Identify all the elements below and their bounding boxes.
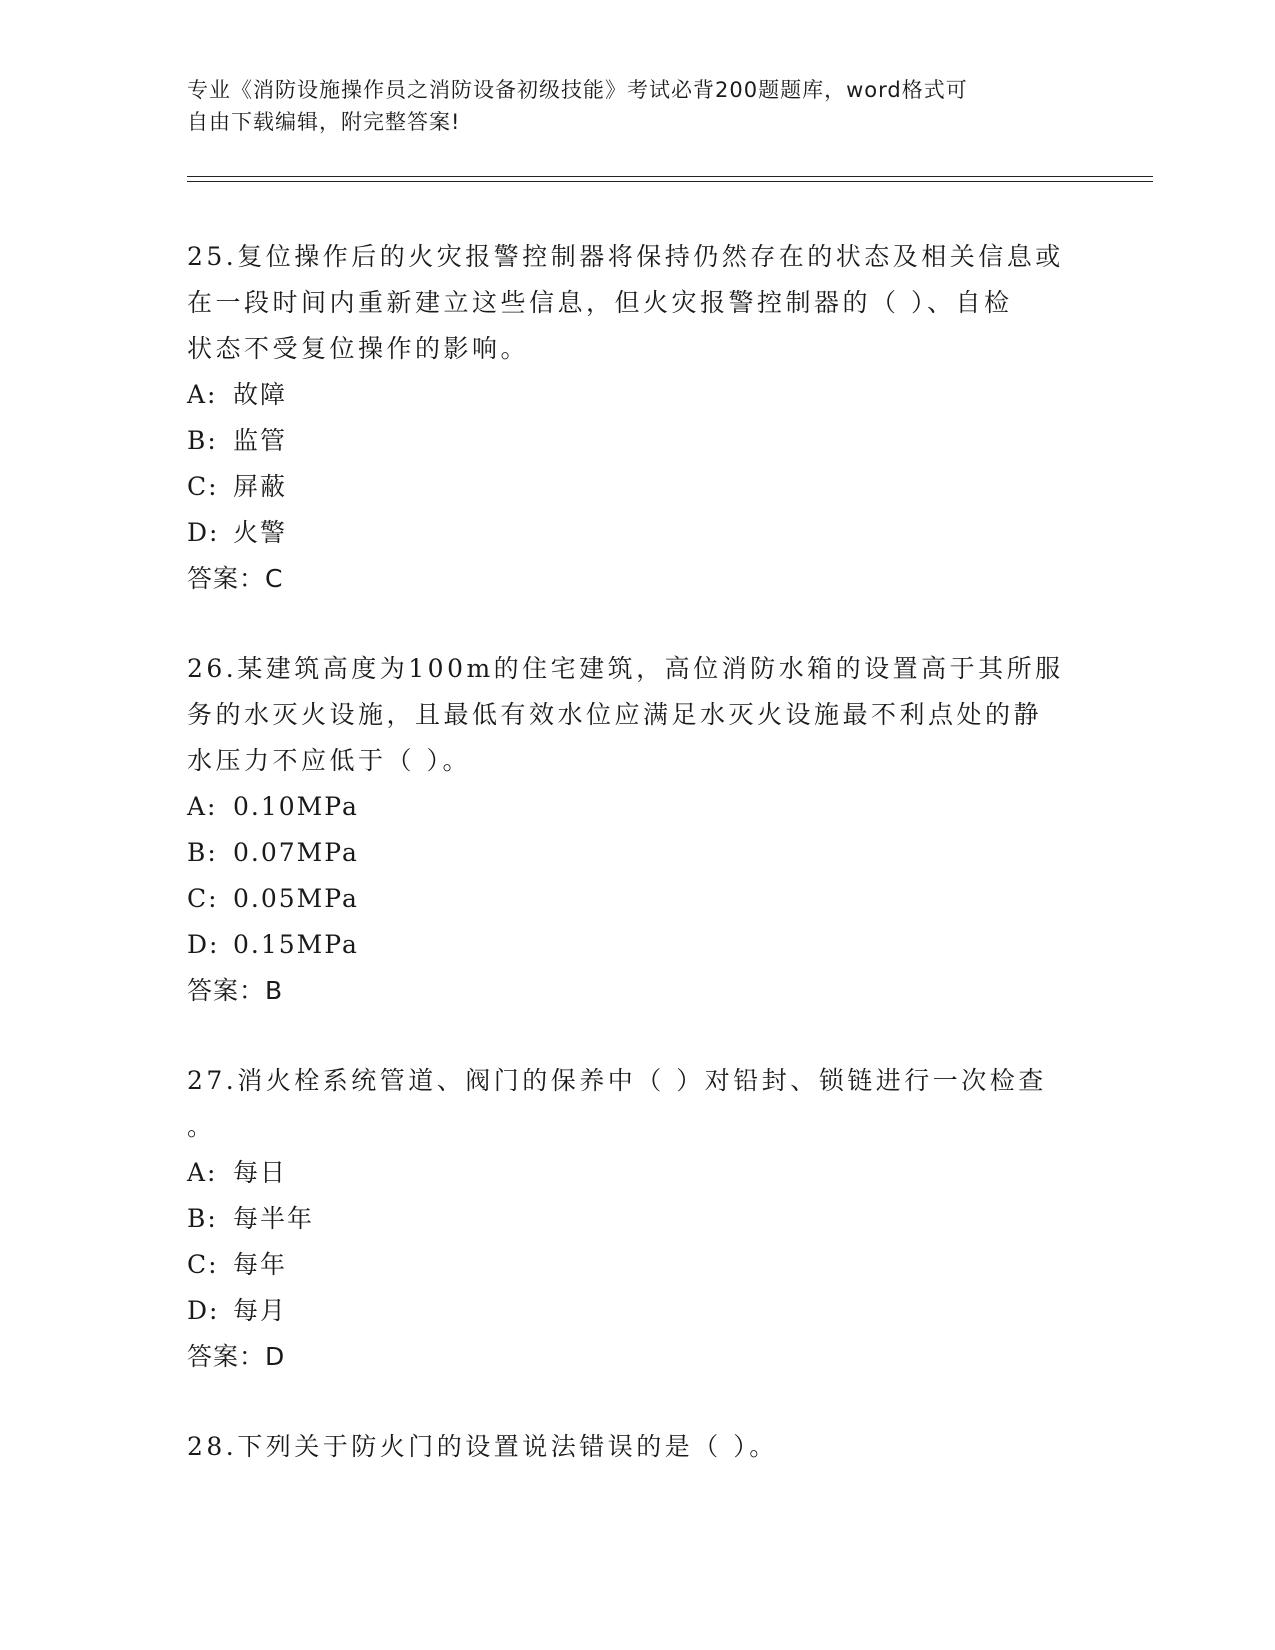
option-a (187, 784, 1087, 830)
header-divider-top (187, 176, 1153, 177)
question-list (187, 234, 1087, 1514)
option-letter: A: (187, 792, 218, 821)
question-27 (187, 1058, 1087, 1380)
option-d (187, 510, 1087, 556)
option-b (187, 1196, 1087, 1242)
option-text: 0.05MPa (233, 884, 359, 913)
option-letter: D: (187, 930, 220, 959)
option-text: 每年 (233, 1250, 288, 1279)
question-28 (187, 1424, 1087, 1470)
header-divider-bottom (187, 181, 1153, 182)
question-stem-line: 务的水灭火设施，且最低有效水位应满足水灭火设施最不利点处的静 (187, 700, 1043, 729)
option-text: 每月 (233, 1296, 288, 1325)
option-d (187, 922, 1087, 968)
answer-text: 答案：C (187, 564, 284, 593)
option-d (187, 1288, 1087, 1334)
option-text: 每半年 (233, 1204, 315, 1233)
question-25 (187, 234, 1087, 602)
option-letter: D: (187, 518, 220, 547)
option-text: 监管 (233, 426, 288, 455)
option-letter: B: (187, 426, 218, 455)
option-c (187, 1242, 1087, 1288)
option-letter: C: (187, 884, 219, 913)
option-letter: B: (187, 838, 218, 867)
option-b (187, 418, 1087, 464)
option-c (187, 464, 1087, 510)
question-26 (187, 646, 1087, 1014)
question-stem-line: 27.消火栓系统管道、阀门的保养中（ ）对铅封、锁链进行一次检查 (187, 1066, 1047, 1095)
answer-text: 答案：B (187, 976, 284, 1005)
option-text: 0.07MPa (233, 838, 359, 867)
option-letter: D: (187, 1296, 220, 1325)
header-line-1: 专业《消防设施操作员之消防设备初级技能》考试必背200题题库，word格式可 (187, 78, 968, 102)
document-header (187, 74, 1087, 138)
option-text: 屏蔽 (233, 472, 288, 501)
question-stem-line: 28.下列关于防火门的设置说法错误的是（ ）。 (187, 1432, 778, 1461)
question-stem-line: 在一段时间内重新建立这些信息，但火灾报警控制器的（ ）、自检 (187, 288, 1013, 317)
question-stem-line: 水压力不应低于（ ）。 (187, 746, 471, 775)
header-line-2: 自由下载编辑，附完整答案! (187, 110, 461, 134)
option-text: 0.15MPa (233, 930, 359, 959)
question-stem-line: 状态不受复位操作的影响。 (187, 334, 530, 363)
question-stem-line: 26.某建筑高度为100m的住宅建筑，高位消防水箱的设置高于其所服 (187, 654, 1064, 683)
option-a (187, 372, 1087, 418)
question-stem-line: 。 (187, 1112, 216, 1141)
option-letter: B: (187, 1204, 218, 1233)
option-letter: A: (187, 1158, 218, 1187)
option-text: 故障 (233, 380, 288, 409)
question-stem-line: 25.复位操作后的火灾报警控制器将保持仍然存在的状态及相关信息或 (187, 242, 1064, 271)
option-letter: C: (187, 1250, 219, 1279)
option-b (187, 830, 1087, 876)
option-letter: C: (187, 472, 219, 501)
option-c (187, 876, 1087, 922)
option-text: 火警 (233, 518, 288, 547)
option-text: 0.10MPa (233, 792, 359, 821)
option-a (187, 1150, 1087, 1196)
option-text: 每日 (233, 1158, 288, 1187)
answer-text: 答案：D (187, 1342, 286, 1371)
option-letter: A: (187, 380, 218, 409)
